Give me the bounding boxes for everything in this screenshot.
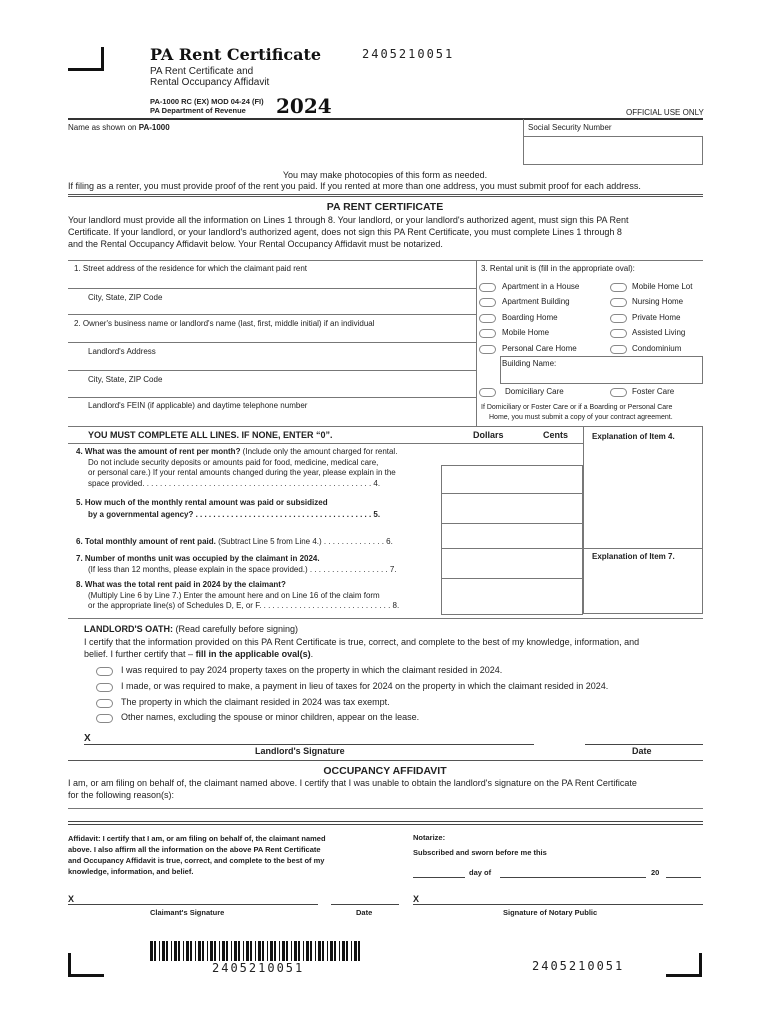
line7-line2: (If less than 12 months, please explain in the space provided.) . . . . . . . . . . . . . . . . . . 7. (88, 565, 397, 574)
notary-signature-label: Signature of Notary Public (503, 908, 598, 917)
field-rule-4 (68, 370, 476, 371)
option-apartment-building: Apartment Building (502, 297, 570, 306)
line5-line2: by a governmental agency? . . . . . . . . . . . . . . . . . . . . . . . . . . . . . . . . . . . . . . . . 5. (88, 510, 381, 519)
year-prefix-label: 20 (651, 868, 660, 877)
building-name-label: Building Name: (502, 359, 557, 368)
line5-amount-field[interactable] (442, 494, 582, 522)
cents-header: Cents (543, 430, 569, 440)
line6-amount-field[interactable] (442, 524, 582, 547)
name-label-form: PA-1000 (138, 123, 170, 132)
oval-foster-care[interactable] (610, 388, 627, 397)
care-note-1: If Domiciliary or Foster Care or if a Boarding or Personal Care (481, 404, 673, 411)
oath-oval-4[interactable] (96, 714, 113, 723)
form-id-number: 2405210051 (362, 47, 455, 61)
notary-day-field[interactable] (413, 866, 465, 877)
affidavit-reason-field[interactable] (68, 803, 703, 821)
option-private-home: Private Home (632, 313, 681, 322)
oath-title: LANDLORD'S OATH: (84, 624, 173, 634)
name-label-prefix: Name as shown on (68, 123, 139, 132)
line8-line2: (Multiply Line 6 by Line 7.) Enter the amount here and on Line 16 of the claim form (88, 590, 380, 600)
landlord-date-label: Date (632, 746, 652, 756)
footer-form-number: 2405210051 (532, 959, 625, 973)
oval-personal-care-home[interactable] (479, 345, 496, 354)
line5-text (76, 497, 380, 521)
notary-month-rule (500, 877, 646, 878)
rent-cert-heading: PA RENT CERTIFICATE (326, 201, 444, 213)
line7-line1: 7. Number of months unit was occupied by the claimant in 2024. (76, 554, 320, 563)
line4-line3: or personal care.) If your rental amounts changed during the year, please explain in the (88, 468, 396, 477)
notary-sign-x: X (413, 894, 420, 904)
name-label (68, 123, 170, 132)
line5-line1: 5. How much of the monthly rental amount was paid or subsidized (76, 498, 328, 507)
option-domiciliary-care: Domiciliary Care (505, 387, 564, 396)
option-nursing-home: Nursing Home (632, 297, 684, 306)
line8-line1: 8. What was the total rent paid in 2024 by the claimant? (76, 580, 286, 589)
line4-question: 4. What was the amount of rent per month? (76, 447, 241, 456)
explanation-box[interactable] (583, 426, 703, 614)
oath-oval-1[interactable] (96, 667, 113, 676)
line4-note: (Include only the amount charged for rental. (240, 447, 398, 456)
notarize-label: Notarize: (413, 833, 446, 842)
oval-assisted-living[interactable] (610, 329, 627, 338)
oval-apartment-building[interactable] (479, 298, 496, 307)
lines-header-rule (68, 443, 583, 444)
line8-line3: or the appropriate line(s) of Schedules D, E, or F. . . . . . . . . . . . . . . . . . . . . . . . . . . . . . 8. (88, 601, 400, 610)
affidavit-text-2: for the following reason(s): (68, 790, 175, 800)
affidavit-stmt-2: above. I also affirm all the information on the above PA Rent Certificate (68, 845, 321, 854)
landlord-signature-label: Landlord's Signature (255, 746, 345, 756)
oath-text-2a: belief. I further certify that – (84, 649, 196, 659)
notary-sign-rule (413, 904, 703, 905)
oval-mobile-home[interactable] (479, 329, 496, 338)
claimant-sign-rule (68, 904, 318, 905)
photocopy-notice: You may make photocopies of this form as needed. (282, 170, 488, 180)
oath-option-3: The property in which the claimant resided in 2024 was tax exempt. (121, 697, 390, 707)
landlord-date-field[interactable] (585, 730, 703, 744)
line8-amount-field[interactable] (442, 579, 582, 613)
city2-label: City, State, ZIP Code (88, 375, 163, 384)
claimant-sign-x: X (68, 894, 75, 904)
option-assisted-living: Assisted Living (632, 328, 686, 337)
corner-mark-top-left (68, 47, 104, 71)
affidavit-stmt-3: and Occupancy Affidavit is true, correct, and complete to the best of my (68, 856, 325, 865)
line4-amount-field[interactable] (442, 466, 582, 492)
rent-cert-intro-1: Your landlord must provide all the information on Lines 1 through 8. Your landlord, or your landlord's authorized agent, must sign this PA Rent (68, 215, 629, 225)
claimant-date-field[interactable] (331, 892, 399, 904)
day-of-label: day of (469, 868, 492, 877)
oath-text-2c: . (310, 649, 314, 659)
affidavit-stmt-1: Affidavit: I certify that I am, or am filing on behalf of, the claimant named (68, 834, 326, 843)
landlord-sign-x: X (84, 733, 91, 744)
line4-line1 (76, 447, 397, 458)
line4-line4: space provided. . . . . . . . . . . . . . . . . . . . . . . . . . . . . . . . . . . . . . . . . . . . . . . . . . . . 4. (88, 478, 381, 488)
form-code: PA-1000 RC (EX) MOD 04-24 (FI) (150, 97, 264, 106)
field-rule-3 (68, 342, 476, 343)
name-field[interactable] (68, 134, 520, 164)
oath-bottom-rule (68, 760, 703, 761)
oval-apartment-in-house[interactable] (479, 283, 496, 292)
oval-boarding-home[interactable] (479, 314, 496, 323)
claimant-signature-field[interactable] (78, 892, 318, 904)
line7-text (76, 553, 397, 575)
rental-unit-label: 3. Rental unit is (fill in the appropriate oval): (481, 264, 635, 273)
notice-rule (68, 194, 703, 195)
line4-text (76, 447, 397, 489)
notary-year-field[interactable] (666, 866, 701, 877)
must-complete-heading: YOU MUST COMPLETE ALL LINES. IF NONE, ENTER “0”. (88, 430, 333, 440)
option-foster-care: Foster Care (632, 387, 675, 396)
official-use-label: OFFICIAL USE ONLY (626, 108, 704, 117)
oath-option-2: I made, or was required to make, a payment in lieu of taxes for 2024 on the property in which the claimant resided in 2024. (121, 681, 609, 691)
notary-month-field[interactable] (500, 866, 646, 877)
oath-oval-3[interactable] (96, 699, 113, 708)
rent-cert-intro-3: and the Rental Occupancy Affidavit below. Your Rental Occupancy Affidavit must be notarized. (68, 239, 443, 249)
oath-oval-2[interactable] (96, 683, 113, 692)
corner-mark-bottom-right (666, 953, 702, 977)
notice-rule-2 (68, 196, 703, 197)
barcode-number: 2405210051 (212, 961, 305, 975)
fein-label: Landlord's FEIN (if applicable) and daytime telephone number (88, 401, 308, 410)
sworn-label: Subscribed and sworn before me this (413, 848, 547, 857)
line7-amount-field[interactable] (442, 549, 582, 577)
affidavit-rule-1 (68, 808, 703, 809)
option-apartment-in-house: Apartment in a House (502, 282, 580, 291)
tax-year: 2024 (276, 94, 332, 118)
ssn-label: Social Security Number (528, 123, 612, 132)
affidavit-statement (68, 833, 326, 877)
explain-item-4-label: Explanation of Item 4. (592, 432, 675, 441)
explain-item-7-label: Explanation of Item 7. (592, 552, 675, 561)
option-boarding-home: Boarding Home (502, 313, 558, 322)
subtitle-line2: Rental Occupancy Affidavit (150, 77, 270, 88)
oval-private-home[interactable] (610, 314, 627, 323)
form-title: PA Rent Certificate (150, 45, 322, 64)
oval-condominium[interactable] (610, 345, 627, 354)
care-note-2: Home, you must submit a copy of your contract agreement. (489, 414, 673, 421)
corner-mark-bottom-left (68, 953, 104, 977)
ssn-field[interactable] (523, 136, 703, 165)
oath-heading (84, 624, 298, 634)
option-condominium: Condominium (632, 344, 682, 353)
line1-label: 1. Street address of the residence for which the claimant paid rent (74, 264, 308, 273)
option-mobile-home: Mobile Home (502, 328, 550, 337)
line6-question: 6. Total monthly amount of rent paid. (76, 537, 216, 546)
affidavit-rule-2 (68, 821, 703, 822)
barcode (150, 941, 365, 963)
subtitle-line1: PA Rent Certificate and (150, 66, 254, 77)
field-rule-2 (68, 314, 476, 315)
line6-text (76, 537, 393, 546)
oval-mobile-home-lot[interactable] (610, 283, 627, 292)
line6-note: (Subtract Line 5 from Line 4.) . . . . . . . . . . . . . . 6. (215, 537, 393, 546)
field-rule-5 (68, 397, 476, 398)
landlord-address-label: Landlord's Address (88, 347, 156, 356)
landlord-signature-field[interactable] (96, 730, 534, 744)
line2-label: 2. Owner's business name or landlord's name (last, first, middle initial) if an individual (74, 319, 375, 328)
proof-notice: If filing as a renter, you must provide proof of the rent you paid. If you rented at more than one address, you must submit proof for each address. (68, 181, 641, 191)
explain-divider (583, 548, 703, 549)
landlord-date-rule (585, 744, 703, 745)
option-mobile-home-lot: Mobile Home Lot (632, 282, 693, 291)
line4-line2: Do not include security deposits or amounts paid for food, medicine, medical care, (88, 457, 379, 467)
city1-label: City, State, ZIP Code (88, 293, 163, 302)
oath-option-4: Other names, excluding the spouse or minor children, appear on the lease. (121, 712, 420, 722)
oath-text-1: I certify that the information provided on this PA Rent Certificate is true, correct, and complete to the best of my knowledge, information, and (84, 637, 640, 647)
affidavit-heading: OCCUPANCY AFFIDAVIT (323, 765, 447, 777)
claimant-date-label: Date (356, 908, 373, 917)
header-rule (68, 118, 703, 120)
line8-text (76, 580, 399, 612)
affidavit-rule-3 (68, 824, 703, 825)
option-personal-care-home: Personal Care Home (502, 344, 577, 353)
oath-text-2 (84, 649, 313, 659)
oval-domiciliary-care[interactable] (479, 388, 496, 397)
oath-text-2b: fill in the applicable oval(s) (195, 649, 311, 659)
fields-divider (476, 260, 477, 426)
lines-bottom-rule (68, 618, 703, 619)
claimant-signature-label: Claimant's Signature (150, 908, 225, 917)
notary-day-rule (413, 877, 465, 878)
fields-top-rule (68, 260, 703, 261)
landlord-sign-rule (84, 744, 534, 745)
oath-option-1: I was required to pay 2024 property taxes on the property in which the claimant resided in 2024. (121, 665, 503, 675)
department: PA Department of Revenue (150, 106, 246, 115)
notary-signature-field[interactable] (423, 892, 703, 904)
notary-year-rule (666, 877, 701, 878)
amount-rule-8-bottom (441, 614, 583, 615)
affidavit-stmt-4: knowledge, information, and belief. (68, 867, 194, 876)
oath-title-note: (Read carefully before signing) (172, 624, 299, 634)
field-rule-1 (68, 288, 476, 289)
oval-nursing-home[interactable] (610, 298, 627, 307)
rent-cert-intro-2: Certificate. If your landlord, or your landlord's authorized agent, does not sign this PA Rent Certificate, you must complete Lines 1 through 8 (68, 227, 622, 237)
claimant-date-rule (331, 904, 399, 905)
affidavit-text-1: I am, or am filing on behalf of, the claimant named above. I certify that I was unable to obtain the landlord's signature on the PA Rent Certificate (68, 778, 637, 788)
dollars-header: Dollars (473, 430, 504, 440)
